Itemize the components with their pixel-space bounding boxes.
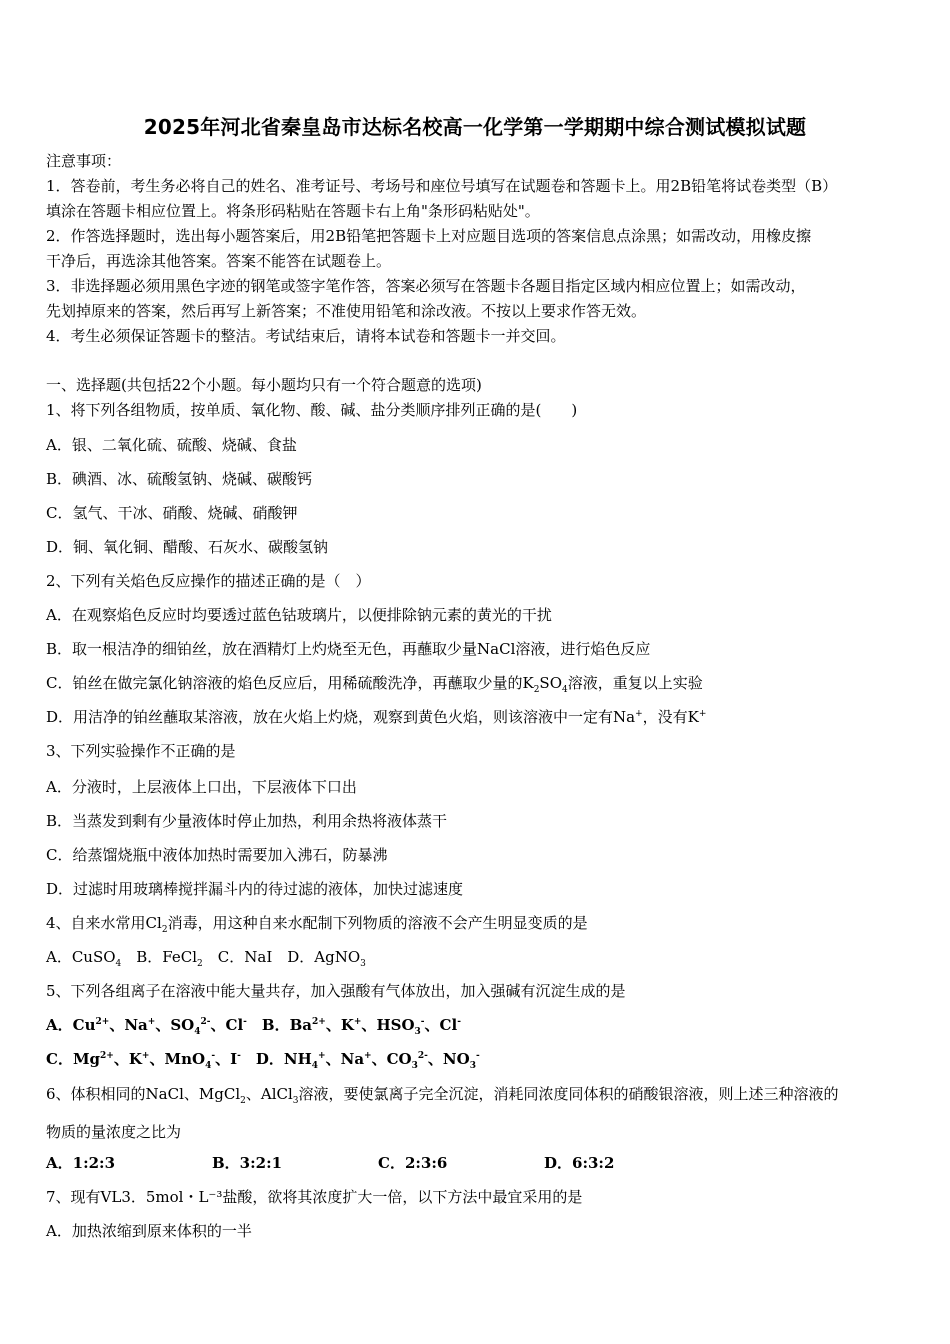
option-d-text: D．用洁净的铂丝蘸取某溶液，放在火焰上灼烧，观察到黄色火焰，则该溶液中一定有Na — [46, 708, 636, 726]
option-d: D．过滤时用玻璃棒搅拌漏斗内的待过滤的液体，加快过滤速度 — [46, 880, 464, 898]
option-c-text: C．铂丝在做完氯化钠溶液的焰色反应后，用稀硫酸洗净，再蘸取少量的K — [46, 674, 534, 692]
subscript: 3 — [360, 959, 366, 969]
notice-line: 填涂在答题卡相应位置上。将条形码粘贴在答题卡右上角"条形码粘贴处"。 — [46, 202, 540, 220]
section-heading: 一、选择题(共包括22个小题。每小题均只有一个符合题意的选项) — [46, 376, 482, 394]
option-c: C．2:3:6 — [378, 1154, 448, 1172]
question-stem-continued: 物质的量浓度之比为 — [46, 1123, 182, 1141]
option-d: D．6:3:2 — [544, 1154, 615, 1172]
subscript: 3 — [292, 1096, 299, 1106]
options-row — [46, 1153, 710, 1173]
option-a: A．1:2:3 — [46, 1154, 116, 1172]
option-a: A．在观察焰色反应时均要透过蓝色钴玻璃片，以便排除钠元素的黄光的干扰 — [46, 606, 552, 624]
subscript: 2 — [161, 925, 168, 935]
option-c — [46, 673, 703, 693]
option-a: A．CuSO — [46, 948, 116, 966]
superscript: + — [635, 709, 643, 719]
notice-line: 干净后，再选涂其他答案。答案不能答在试题卷上。 — [46, 252, 392, 270]
option-d: D．AgNO — [272, 948, 361, 966]
option-c: C．NaI — [202, 948, 273, 966]
option-d: D．铜、氧化铜、醋酸、石灰水、碳酸氢钠 — [46, 538, 329, 556]
option-b: B．FeCl — [121, 948, 198, 966]
notice-line: 4．考生必须保证答题卡的整洁。考试结束后，请将本试卷和答题卡一并交回。 — [46, 327, 566, 345]
stem-text: 、AlCl — [245, 1085, 293, 1103]
option-d-text: ，没有K — [642, 708, 699, 726]
superscript: + — [698, 709, 707, 719]
option-c-label: C． — [46, 1050, 73, 1068]
option-c-text: SO — [539, 674, 562, 692]
option-a: A．银、二氧化硫、硫酸、烧碱、食盐 — [46, 436, 297, 454]
subscript: 4 — [115, 959, 122, 969]
notice-line: 1．答卷前，考生务必将自己的姓名、准考证号、考场号和座位号填写在试题卷和答题卡上。用2B铅笔将试卷类型（B） — [46, 177, 838, 195]
options-row — [46, 947, 366, 967]
option-c-text: 溶液，重复以上实验 — [567, 674, 703, 692]
question-stem: 1、将下列各组物质，按单质、氧化物、酸、碱、盐分类顺序排列正确的是( ) — [46, 401, 578, 419]
notice-line: 先划掉原来的答案，然后再写上新答案；不准使用铅笔和涂改液。不按以上要求作答无效。 — [46, 302, 647, 320]
stem-text: 4、自来水常用Cl — [46, 914, 162, 932]
option-b-label: B． — [246, 1016, 290, 1034]
page-title: 2025年河北省秦皇岛市达标名校高一化学第一学期期中综合测试模拟试题 — [143, 115, 807, 139]
option-c: C．氢气、干冰、硝酸、烧碱、硝酸钾 — [46, 504, 298, 522]
question-stem: 5、下列各组离子在溶液中能大量共存，加入强酸有气体放出，加入强碱有沉淀生成的是 — [46, 982, 626, 1000]
question-stem — [46, 913, 588, 933]
option-b: B．当蒸发到剩有少量液体时停止加热，利用余热将液体蒸干 — [46, 812, 448, 830]
subscript: 2 — [533, 685, 540, 695]
question-stem: 7、现有VL3．5mol・L⁻³盐酸，欲将其浓度扩大一倍，以下方法中最宜采用的是 — [46, 1188, 583, 1206]
option-b: B．取一根洁净的细铂丝，放在酒精灯上灼烧至无色，再蘸取少量NaCl溶液，进行焰色反应 — [46, 640, 651, 658]
subscript: 2 — [197, 959, 203, 969]
stem-text: 6、体积相同的NaCl、MgCl — [46, 1085, 241, 1103]
subscript: 4 — [562, 685, 568, 695]
options-row: C．$Mg^{2+}$、K+、MnO$_4$-、I- D．$NH_4^+$、Na+、$CO_3^{2-}$、$NO_3^-$ — [46, 1050, 480, 1071]
stem-text: 溶液，要使氯离子完全沉淀，消耗同浓度同体积的硝酸银溶液，则上述三种溶液的 — [298, 1085, 839, 1103]
question-stem: 2、下列有关焰色反应操作的描述正确的是（ ） — [46, 572, 371, 590]
question-stem — [46, 1084, 839, 1104]
question-stem: 3、下列实验操作不正确的是 — [46, 742, 236, 760]
notice-line: 2．作答选择题时，选出每小题答案后，用2B铅笔把答题卡上对应题目选项的答案信息点涂黑；如需改动，用橡皮擦 — [46, 227, 812, 245]
subscript: 2 — [240, 1096, 246, 1106]
option-c: C．给蒸馏烧瓶中液体加热时需要加入沸石，防暴沸 — [46, 846, 388, 864]
options-row: A．$Cu^{2+}$、Na+、$SO_4^{2-}$、Cl- B．$Ba^{2+}$、K+、$HSO_3^-$、Cl- — [46, 1016, 461, 1037]
option-d-label: D． — [240, 1050, 284, 1068]
notice-heading: 注意事项： — [46, 152, 122, 170]
option-d — [46, 707, 706, 727]
option-a-label: A． — [46, 1016, 73, 1034]
option-a: A．加热浓缩到原来体积的一半 — [46, 1222, 252, 1240]
notice-line: 3．非选择题必须用黑色字迹的钢笔或签字笔作答，答案必须写在答题卡各题目指定区域内相应位置上；如需改动， — [46, 277, 806, 295]
option-b: B．碘酒、冰、硫酸氢钠、烧碱、碳酸钙 — [46, 470, 313, 488]
option-b: B．3:2:1 — [212, 1154, 283, 1172]
option-a: A．分液时，上层液体上口出，下层液体下口出 — [46, 778, 357, 796]
stem-text: 消毒，用这种自来水配制下列物质的溶液不会产生明显变质的是 — [167, 914, 588, 932]
